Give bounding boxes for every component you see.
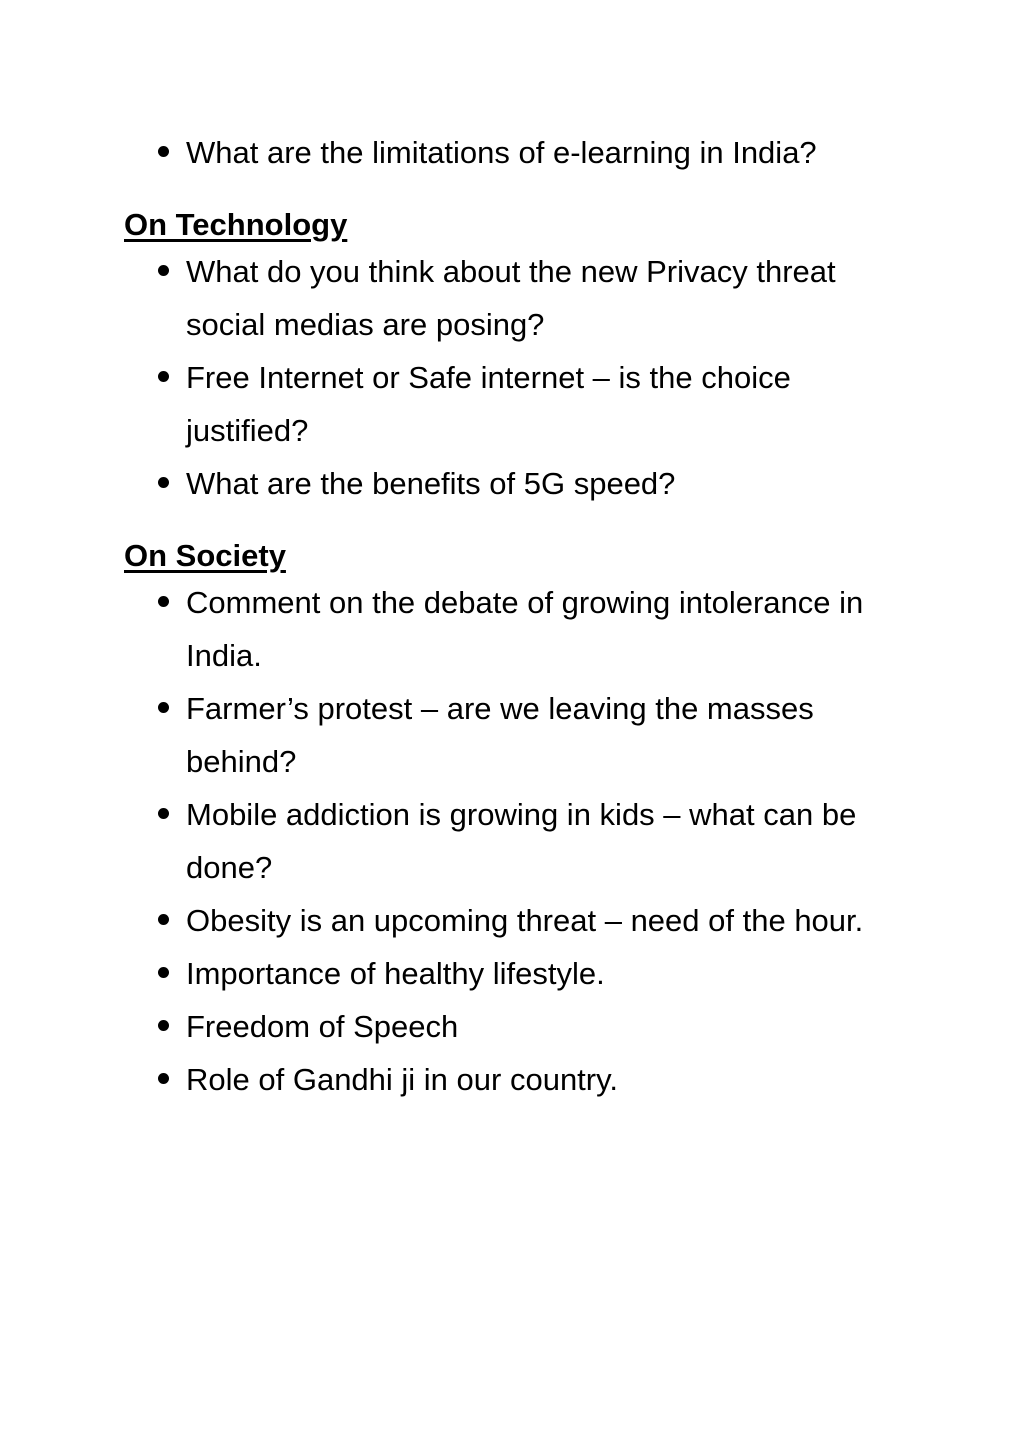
list-item [124, 576, 914, 682]
list-item [124, 682, 914, 788]
list-item-text: Farmer’s protest – are we leaving the masses behind? [186, 691, 814, 779]
list-item [124, 126, 914, 179]
list-item-text: Obesity is an upcoming threat – need of the hour. [186, 903, 864, 938]
list-item-text: What are the benefits of 5G speed? [186, 466, 676, 501]
bullet-icon [158, 808, 169, 819]
list-item [124, 457, 914, 510]
list-item [124, 351, 914, 457]
bullet-icon [158, 702, 169, 713]
list-item-text: What do you think about the new Privacy threat social medias are posing? [186, 254, 836, 342]
intro-list [124, 126, 914, 179]
list-item [124, 788, 914, 894]
list-item-text: Free Internet or Safe internet – is the choice justified? [186, 360, 791, 448]
bullet-icon [158, 371, 169, 382]
list-item [124, 245, 914, 351]
list-item [124, 1000, 914, 1053]
list-item [124, 1053, 914, 1106]
bullet-icon [158, 967, 169, 978]
bullet-icon [158, 146, 169, 157]
list-item-text: Freedom of Speech [186, 1009, 459, 1044]
bullet-icon [158, 1073, 169, 1084]
bullet-icon [158, 477, 169, 488]
list-item-text: Comment on the debate of growing intolerance in India. [186, 585, 864, 673]
list-item-text: Mobile addiction is growing in kids – what can be done? [186, 797, 857, 885]
list-item [124, 947, 914, 1000]
bullet-icon [158, 1020, 169, 1031]
list-item-text: What are the limitations of e-learning in India? [186, 135, 817, 170]
document-content [124, 126, 914, 1106]
list-item-text: Importance of healthy lifestyle. [186, 956, 605, 991]
section-heading-society: On Society [124, 538, 286, 573]
bullet-icon [158, 265, 169, 276]
section-heading-technology: On Technology [124, 207, 348, 242]
society-list [124, 576, 914, 1106]
list-item [124, 894, 914, 947]
bullet-icon [158, 914, 169, 925]
list-item-text: Role of Gandhi ji in our country. [186, 1062, 618, 1097]
technology-list [124, 245, 914, 510]
bullet-icon [158, 596, 169, 607]
